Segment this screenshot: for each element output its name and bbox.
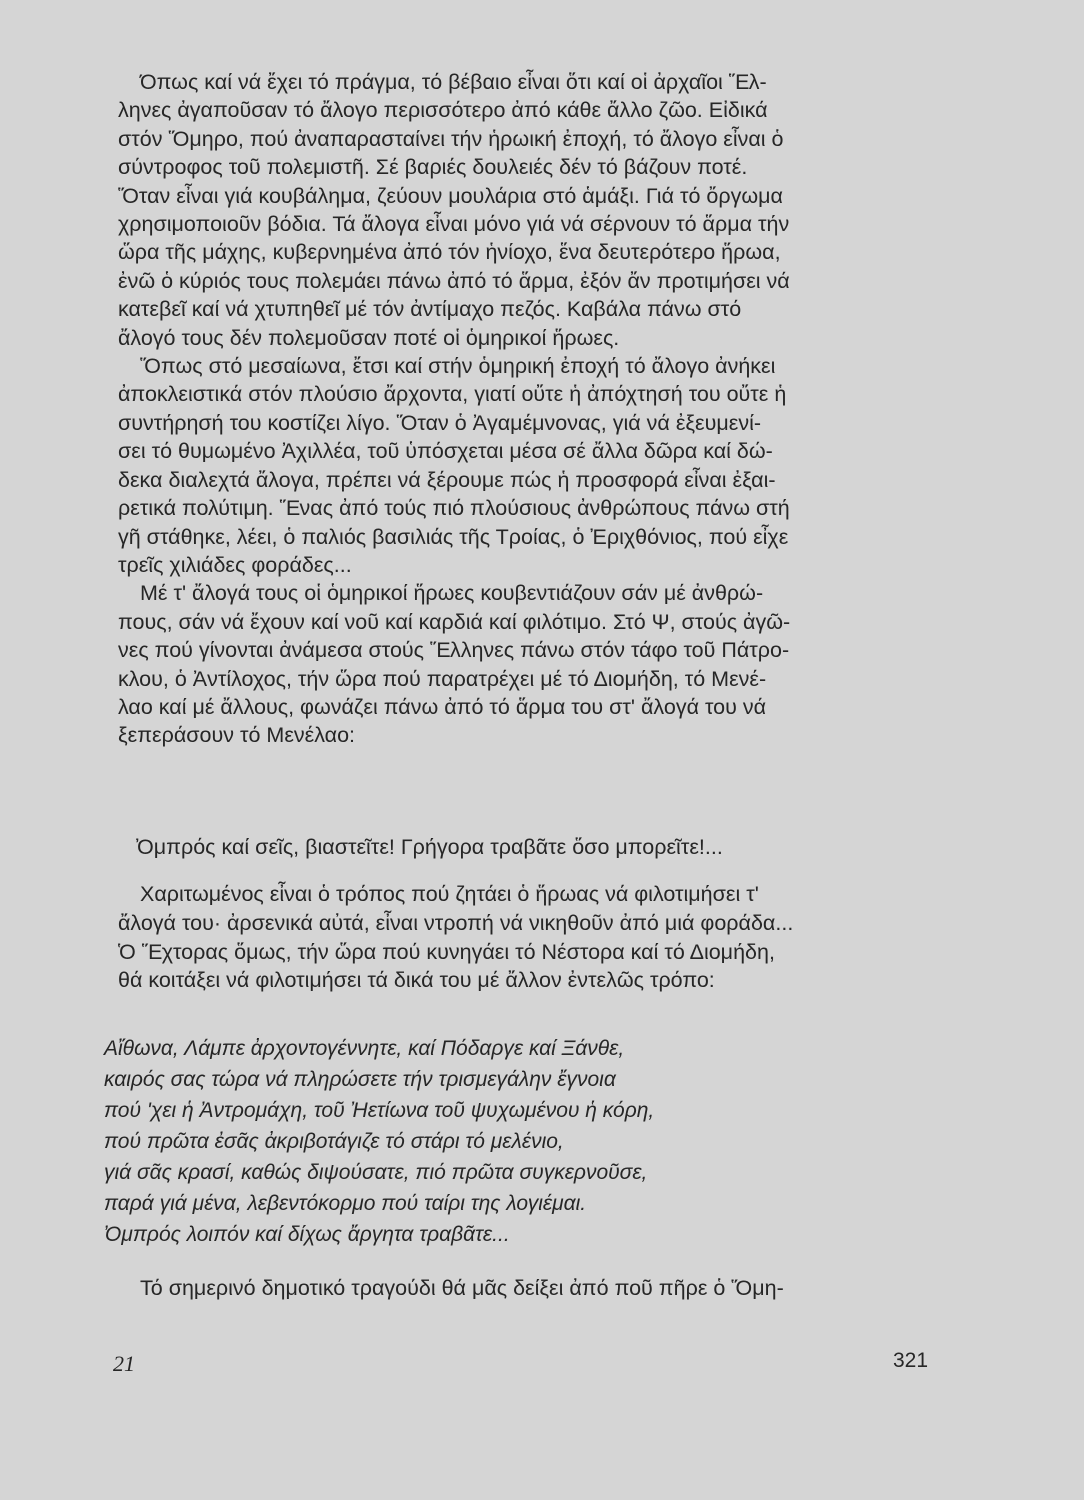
text-line: χρησιμοποιοῦν βόδια. Τά ἄλογα εἶναι μόνο γιά νά σέρνουν τό ἅρμα τήν [118,212,790,237]
paragraph-4 [118,880,918,995]
text-line: ἐνῶ ὁ κύριός τους πολεμάει πάνω ἀπό τό ἅρμα, ἐξόν ἄν προτιμήσει νά [118,268,790,293]
main-text [118,68,918,750]
text-line: Ὅταν εἶναι γιά κουβάλημα, ζεύουν μουλάρια στό ἁμάξι. Γιά τό ὄργωμα [118,183,783,208]
text-line: δεκα διαλεχτά ἄλογα, πρέπει νά ξέρουμε πώς ἡ προσφορά εἶναι ἐξαι- [118,467,776,492]
text-line: Ὅπως στό μεσαίωνα, ἔτσι καί στήν ὁμηρική ἐποχή τό ἄλογο ἀνήκει [140,354,776,379]
text-line: νες πού γίνονται ἀνάμεσα στούς Ἕλληνες πάνω στόν τάφο τοῦ Πάτρο- [118,638,790,663]
poem-line: γιά σᾶς κρασί, καθώς διψούσατε, πιό πρῶτα συγκερνοῦσε, [104,1161,648,1184]
paragraph-3 [118,579,918,749]
text-line: ἄλογά του· ἀρσενικά αὐτά, εἶναι ντροπή νά νικηθοῦν ἀπό μιά φοράδα... [118,910,794,935]
text-line: Ὁ Ἕχτορας ὅμως, τήν ὥρα πού κυνηγάει τό Νέστορα καί τό Διομήδη, [118,939,775,964]
text-line: τρεῖς χιλιάδες φοράδες... [118,552,352,577]
poem-line: Αἴθωνα, Λάμπε ἀρχοντογέννητε, καί Πόδαργε καί Ξάνθε, [104,1037,625,1060]
poem-quote [104,1033,654,1250]
text-line: κλου, ὁ Ἀντίλοχος, τήν ὥρα πού παρατρέχει μέ τό Διομήδη, τό Μενέ- [118,666,767,691]
final-line: Τό σημερινό δημοτικό τραγούδι θά μᾶς δείξει ἀπό ποῦ πῆρε ὁ Ὅμη- [140,1276,784,1300]
text-line: σει τό θυμωμένο Ἀχιλλέα, τοῦ ὑπόσχεται μέσα σέ ἄλλα δῶρα καί δώ- [118,439,773,464]
poem-line: πού πρῶτα ἐσᾶς ἀκριβοτάγιζε τό στάρι τό μελένιο, [104,1130,564,1153]
text-line: ἀποκλειστικά στόν πλούσιο ἄρχοντα, γιατί οὔτε ἡ ἀπόχτησή του οὔτε ἡ [118,382,787,407]
text-line: Μέ τ' ἄλογά τους οἱ ὁμηρικοί ἥρωες κουβεντιάζουν σάν μέ ἀνθρώ- [140,581,764,606]
text-line: λαο καί μέ ἄλλους, φωνάζει πάνω ἀπό τό ἅρμα του στ' ἄλογά του νά [118,694,767,719]
text-line: στόν Ὅμηρο, πού ἀναπαρασταίνει τήν ἡρωική ἐποχή, τό ἄλογο εἶναι ὁ [118,126,784,151]
text-line: συντήρησή του κοστίζει λίγο. Ὅταν ὁ Ἀγαμέμνονας, γιά νά ἐξευμενί- [118,410,762,435]
text-line: ληνες ἀγαποῦσαν τό ἄλογο περισσότερο ἀπό κάθε ἄλλο ζῶο. Εἰδικά [118,98,768,123]
poem-line: παρά γιά μένα, λεβεντόκορμο πού ταίρι της λογιέμαι. [104,1192,587,1215]
text-line: πους, σάν νά ἔχουν καί νοῦ καί καρδιά καί φιλότιμο. Στό Ψ, στούς ἀγῶ- [118,609,791,634]
poem-line: καιρός σας τώρα νά πληρώσετε τήν τρισμεγάλην ἔγνοια [104,1068,616,1091]
text-line: Όπως καί νά ἔχει τό πράγμα, τό βέβαιο εἶναι ὅτι καί οἱ ἀρχαῖοι Ἕλ- [140,70,767,94]
text-line: ξεπεράσουν τό Μενέλαο: [118,723,356,748]
poem-line: πού 'χει ἡ Ἀντρομάχη, τοῦ Ἠετίωνα τοῦ ψυχωμένου ἡ κόρη, [104,1099,655,1122]
text-line: κατεβεῖ καί νά χτυπηθεῖ μέ τόν ἀντίμαχο πεζός. Καβάλα πάνω στό [118,297,742,322]
text-line: Χαριτωμένος εἶναι ὁ τρόπος πού ζητάει ὁ ἥρωας νά φιλοτιμήσει τ' [140,882,759,906]
poem-line: Ὀμπρός λοιπόν καί δίχως ἄργητα τραβᾶτε... [104,1223,510,1246]
text-line: σύντροφος τοῦ πολεμιστῆ. Σέ βαριές δουλειές δέν τό βάζουν ποτέ. [118,155,748,180]
text-line: γῆ στάθηκε, λέει, ὁ παλιός βασιλιάς τῆς Τροίας, ὁ Ἐριχθόνιος, πού εἶχε [118,524,789,549]
text-line: ἄλογό τους δέν πολεμοῦσαν ποτέ οἱ ὁμηρικοί ἥρωες. [118,325,620,350]
page-number: 321 [893,1349,929,1372]
paragraph-2 [118,352,918,579]
text-line: ρετικά πολύτιμη. Ἕνας ἀπό τούς πιό πλούσιους ἀνθρώπους πάνω στή [118,496,790,521]
paragraph-1 [118,68,918,352]
text-line: ὥρα τῆς μάχης, κυβερνημένα ἀπό τόν ἡνίοχο, ἕνα δευτερότερο ἥρωα, [118,240,781,265]
signature-mark: 21 [113,1351,135,1376]
text-line: θά κοιτάξει νά φιλοτιμήσει τά δικά του μέ ἄλλον ἐντελῶς τρόπο: [118,968,715,993]
quoted-speech: Ὀμπρός καί σεῖς, βιαστεῖτε! Γρήγορα τραβᾶτε ὅσο μπορεῖτε!... [136,835,723,859]
